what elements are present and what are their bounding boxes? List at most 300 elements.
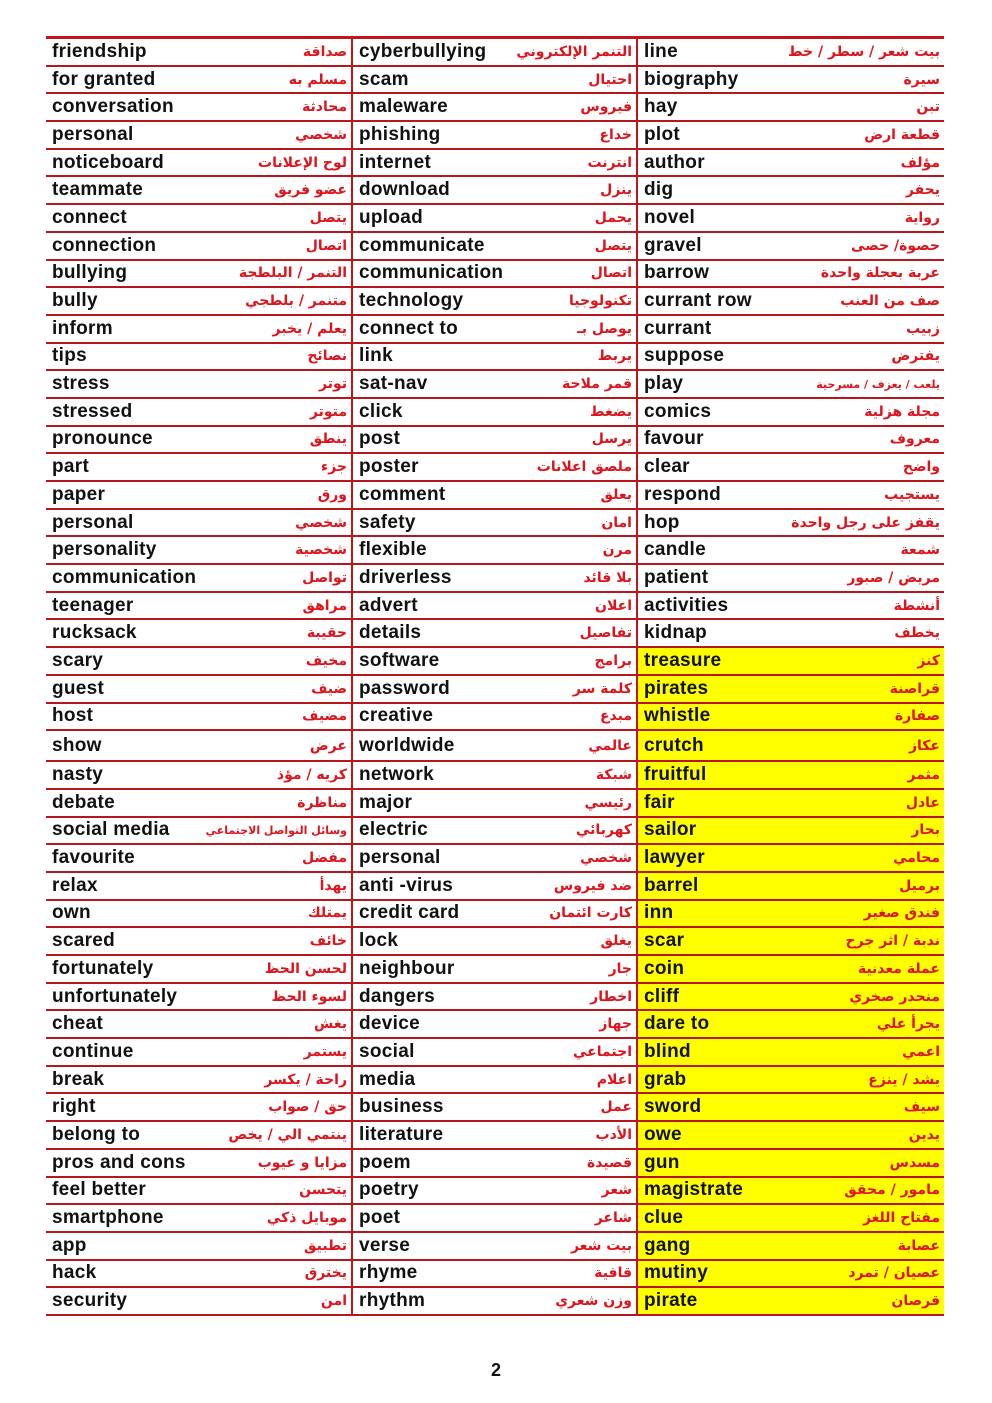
arabic-translation: مريض / صبور [847,569,940,586]
english-word: sword [644,1096,702,1118]
english-word: kidnap [644,622,708,644]
arabic-translation: مفضل [301,850,347,867]
english-word: dare to [644,1013,710,1035]
arabic-translation: شخصية [295,542,347,559]
arabic-translation: يمتلك [307,905,347,922]
arabic-translation: مفتاح اللغز [862,1210,940,1227]
english-word: driverless [359,566,452,588]
arabic-translation: قرصان [891,1293,940,1310]
vocabulary-row [638,593,944,621]
arabic-translation: يقفز على رجل واحدة [791,514,940,531]
vocabulary-row [353,1039,636,1067]
vocabulary-row [46,1039,351,1067]
arabic-translation: يضغط [590,403,632,420]
vocabulary-row [638,233,944,261]
vocabulary-row [353,288,636,316]
vocabulary-row [353,731,636,762]
english-word: upload [359,206,424,228]
arabic-translation: ملصق اعلانات [536,459,632,476]
vocabulary-row [353,1288,636,1316]
vocabulary-row [353,399,636,427]
vocabulary-row [353,1205,636,1233]
arabic-translation: عملة معدنية [857,960,940,977]
english-word: details [359,622,422,644]
vocabulary-row [353,593,636,621]
vocabulary-row [46,510,351,538]
english-word: continue [52,1040,134,1062]
english-word: comment [359,483,446,505]
vocabulary-row [46,984,351,1012]
vocabulary-row [46,1288,351,1316]
vocabulary-row [638,316,944,344]
vocabulary-row [638,1067,944,1095]
english-word: poem [359,1151,411,1173]
arabic-translation: ينتمي الي / يخص [228,1126,347,1143]
english-word: own [52,902,91,924]
vocabulary-row [353,620,636,648]
arabic-translation: قراصنة [889,680,940,697]
vocabulary-row [46,1011,351,1039]
english-word: communicate [359,234,485,256]
arabic-translation: يخترق [304,1265,347,1282]
arabic-translation: سيرة [903,71,940,88]
vocabulary-row [638,1288,944,1316]
vocabulary-sheet [46,36,944,1316]
vocabulary-row [638,648,944,676]
vocabulary-row [353,371,636,399]
arabic-translation: وزن شعري [555,1293,632,1310]
english-word: currant [644,317,712,339]
english-word: social media [52,819,170,841]
english-word: crutch [644,734,704,756]
english-word: plot [644,123,681,145]
vocabulary-row [353,704,636,732]
english-word: owe [644,1123,682,1145]
english-word: author [644,151,705,173]
english-word: patient [644,566,709,588]
arabic-translation: يعلم / يخبر [272,320,347,337]
english-word: inform [52,317,113,339]
vocabulary-row [353,1261,636,1289]
arabic-translation: كهربائي [575,822,632,839]
arabic-translation: اتصال [305,237,347,254]
vocabulary-row [638,620,944,648]
arabic-translation: يتصل [309,209,347,226]
vocabulary-row [353,454,636,482]
vocabulary-row [353,956,636,984]
vocabulary-row [46,1178,351,1206]
arabic-translation: يتحسن [299,1182,347,1199]
arabic-translation: عضو فريق [274,182,347,199]
english-word: password [359,677,451,699]
arabic-translation: مزايا و عيوب [257,1154,347,1171]
vocabulary-row [46,1261,351,1289]
vocabulary-row [353,565,636,593]
english-word: paper [52,483,106,505]
english-word: phishing [359,123,441,145]
english-word: coin [644,957,685,979]
english-word: stress [52,373,110,395]
english-word: right [52,1096,96,1118]
english-word: clear [644,456,690,478]
english-word: poster [359,456,419,478]
vocabulary-row [353,818,636,846]
vocabulary-column-1 [46,39,353,1316]
vocabulary-row [353,676,636,704]
english-word: show [52,734,102,756]
arabic-translation: بلا قائد [583,569,632,586]
arabic-translation: لوح الإعلانات [258,154,347,171]
vocabulary-row [353,648,636,676]
vocabulary-row [638,676,944,704]
arabic-translation: لحسن الحظ [264,960,347,977]
vocabulary-row [638,873,944,901]
english-word: dig [644,179,674,201]
english-word: scary [52,649,104,671]
vocabulary-row [46,704,351,732]
vocabulary-row [638,928,944,956]
arabic-translation: خائف [309,933,347,950]
arabic-translation: كلمة سر [572,680,632,697]
english-word: lock [359,930,399,952]
english-word: poet [359,1207,401,1229]
english-word: scar [644,930,685,952]
arabic-translation: اتصال [590,265,632,282]
english-word: internet [359,151,432,173]
arabic-translation: يحفر [905,182,940,199]
arabic-translation: نصائح [307,348,347,365]
english-word: network [359,764,434,786]
english-word: sat-nav [359,373,428,395]
english-word: hop [644,511,680,533]
vocabulary-row [46,482,351,510]
english-word: rucksack [52,622,137,644]
arabic-translation: جار [608,960,632,977]
english-word: bullying [52,262,128,284]
arabic-translation: بحار [911,822,940,839]
english-word: credit card [359,902,460,924]
arabic-translation: شبكة [595,767,632,784]
arabic-translation: جهاز [599,1016,632,1033]
vocabulary-row [638,731,944,762]
arabic-translation: محادثة [302,99,347,116]
arabic-translation: اعمي [902,1043,940,1060]
arabic-translation: يعلق [600,486,632,503]
arabic-translation: رواية [904,209,940,226]
english-word: candle [644,539,706,561]
vocabulary-row [638,790,944,818]
vocabulary-row [638,845,944,873]
arabic-translation: راحة / يكسر [264,1071,347,1088]
arabic-translation: سيف [903,1099,940,1116]
arabic-translation: متنمر / بلطجي [245,293,347,310]
vocabulary-row [638,39,944,67]
english-word: suppose [644,345,725,367]
english-word: click [359,400,403,422]
english-word: inn [644,902,674,924]
vocabulary-row [638,984,944,1012]
arabic-translation: مراهق [302,597,347,614]
arabic-translation: يرسل [591,431,632,448]
english-word: safety [359,511,416,533]
english-word: stressed [52,400,133,422]
vocabulary-row [46,648,351,676]
arabic-translation: مؤلف [900,154,940,171]
english-word: lawyer [644,847,705,869]
english-word: communication [359,262,504,284]
vocabulary-row [638,1150,944,1178]
arabic-translation: ورق [317,486,347,503]
vocabulary-row [638,1205,944,1233]
vocabulary-row [46,818,351,846]
english-word: worldwide [359,734,455,756]
arabic-translation: زبيب [906,320,940,337]
arabic-translation: مثمر [907,767,940,784]
vocabulary-row [353,94,636,122]
arabic-translation: التنمر الإلكتروني [516,43,632,60]
vocabulary-row [353,873,636,901]
vocabulary-row [353,67,636,95]
arabic-translation: شخصي [580,850,632,867]
arabic-translation: شمعة [900,542,940,559]
arabic-translation: عصيان / تمرد [848,1265,940,1282]
vocabulary-row [46,39,351,67]
page-number: 2 [490,1360,501,1380]
english-word: grab [644,1068,687,1090]
arabic-translation: ينطق [309,431,347,448]
arabic-translation: مسدس [889,1154,940,1171]
english-word: software [359,649,440,671]
english-word: pros and cons [52,1151,186,1173]
vocabulary-row [638,1233,944,1261]
arabic-translation: معروف [889,431,940,448]
arabic-translation: اعلام [596,1071,632,1088]
arabic-translation: مناظرة [297,794,347,811]
arabic-translation: تطبيق [304,1237,347,1254]
arabic-translation: ضد فيروس [553,877,632,894]
vocabulary-row [638,1261,944,1289]
english-word: sailor [644,819,697,841]
vocabulary-row [638,177,944,205]
arabic-translation: صف من العنب [840,293,940,310]
vocabulary-row [353,984,636,1012]
arabic-translation: شخصي [295,514,347,531]
english-word: neighbour [359,957,455,979]
arabic-translation: يغلق [600,933,632,950]
english-word: dangers [359,985,436,1007]
english-word: technology [359,290,464,312]
arabic-translation: قمر ملاحة [561,376,632,393]
vocabulary-row [46,288,351,316]
arabic-translation: كارت ائتمان [549,905,632,922]
arabic-translation: شخصي [295,126,347,143]
english-word: favour [644,428,704,450]
arabic-translation: برميل [899,877,940,894]
english-word: maleware [359,96,449,118]
english-word: scam [359,68,409,90]
english-word: nasty [52,764,104,786]
english-word: rhyme [359,1262,418,1284]
english-word: cliff [644,985,680,1007]
arabic-translation: اجتماعي [573,1043,632,1060]
english-word: pirates [644,677,709,699]
arabic-translation: حقيبة [306,625,347,642]
vocabulary-row [353,928,636,956]
vocabulary-row [638,427,944,455]
vocabulary-row [638,288,944,316]
english-word: biography [644,68,739,90]
arabic-translation: التنمر / البلطجة [238,265,347,282]
english-word: barrow [644,262,710,284]
english-word: friendship [52,40,147,62]
arabic-translation: مجلة هزلية [864,403,940,420]
english-word: personality [52,539,157,561]
english-word: post [359,428,401,450]
arabic-translation: يجرأ علي [876,1016,940,1033]
vocabulary-row [638,1178,944,1206]
english-word: business [359,1096,444,1118]
vocabulary-row [46,371,351,399]
vocabulary-row [353,1067,636,1095]
arabic-translation: مرن [602,542,632,559]
english-word: advert [359,594,418,616]
english-word: respond [644,483,722,505]
arabic-translation: فندق صغير [863,905,940,922]
vocabulary-row [46,205,351,233]
arabic-translation: منحدر صخري [849,988,940,1005]
vocabulary-row [46,344,351,372]
vocabulary-row [638,94,944,122]
vocabulary-row [46,1094,351,1122]
arabic-translation: توتر [319,376,347,393]
english-word: conversation [52,96,174,118]
vocabulary-row [353,150,636,178]
vocabulary-row [46,399,351,427]
english-word: verse [359,1234,411,1256]
vocabulary-row [46,956,351,984]
vocabulary-row [46,537,351,565]
english-word: gang [644,1234,691,1256]
arabic-translation: أنشطة [893,597,940,614]
vocabulary-row [638,901,944,929]
vocabulary-row [638,150,944,178]
vocabulary-row [638,482,944,510]
vocabulary-row [353,901,636,929]
vocabulary-row [46,427,351,455]
arabic-translation: بيت شعر [570,1237,632,1254]
vocabulary-row [46,620,351,648]
english-word: scared [52,930,116,952]
vocabulary-row [638,956,944,984]
arabic-translation: كريه / مؤذ [276,767,347,784]
vocabulary-row [638,67,944,95]
vocabulary-row [46,122,351,150]
english-word: teammate [52,179,144,201]
arabic-translation: متوتر [309,403,347,420]
arabic-translation: برامج [594,652,632,669]
arabic-translation: يتصل [594,237,632,254]
english-word: personal [52,511,134,533]
vocabulary-row [353,1150,636,1178]
vocabulary-column-3 [638,39,944,1316]
english-word: app [52,1234,87,1256]
english-word: blind [644,1040,691,1062]
vocabulary-row [638,454,944,482]
arabic-translation: اعلان [595,597,632,614]
english-word: for granted [52,68,156,90]
arabic-translation: وسائل التواصل الاجتماعي [205,823,347,837]
arabic-translation: يفترض [891,348,940,365]
arabic-translation: عالمي [588,737,632,754]
vocabulary-row [46,1067,351,1095]
arabic-translation: ندبة / اثر جرح [845,933,940,950]
vocabulary-row [353,762,636,790]
english-word: flexible [359,539,427,561]
vocabulary-row [638,537,944,565]
vocabulary-row [353,790,636,818]
arabic-translation: يخطف [894,625,940,642]
arabic-translation: يدين [908,1126,940,1143]
english-word: unfortunately [52,985,178,1007]
english-word: debate [52,791,116,813]
arabic-translation: مبدع [599,708,632,725]
vocabulary-row [638,1094,944,1122]
vocabulary-row [46,873,351,901]
english-word: anti -virus [359,874,454,896]
english-word: cheat [52,1013,104,1035]
arabic-translation: يحمل [594,209,632,226]
arabic-translation: يلعب / يعزف / مسرحية [816,377,940,391]
vocabulary-column-2 [353,39,638,1316]
arabic-translation: شعر [601,1182,632,1199]
vocabulary-row [638,399,944,427]
english-word: favourite [52,847,135,869]
arabic-translation: خداع [599,126,632,143]
arabic-translation: مخيف [305,652,347,669]
arabic-translation: محامي [893,850,940,867]
arabic-translation: مضيف [302,708,347,725]
vocabulary-row [46,565,351,593]
vocabulary-row [638,510,944,538]
arabic-translation: مسلم به [288,71,347,88]
vocabulary-row [46,316,351,344]
vocabulary-row [353,205,636,233]
arabic-translation: صفارة [894,708,940,725]
arabic-translation: كنز [917,652,940,669]
arabic-translation: يربط [597,348,632,365]
vocabulary-row [46,676,351,704]
english-word: media [359,1068,416,1090]
english-word: noticeboard [52,151,165,173]
english-word: connect [52,206,127,228]
english-word: barrel [644,874,699,896]
arabic-translation: مامور / محقق [844,1182,940,1199]
english-word: bully [52,290,98,312]
english-word: social [359,1040,415,1062]
vocabulary-row [46,845,351,873]
vocabulary-row [46,454,351,482]
english-word: mutiny [644,1262,709,1284]
english-word: communication [52,566,197,588]
english-word: gun [644,1151,680,1173]
english-word: device [359,1013,420,1035]
english-word: relax [52,874,98,896]
vocabulary-row [638,205,944,233]
vocabulary-row [46,150,351,178]
english-word: connect to [359,317,459,339]
vocabulary-row [46,177,351,205]
vocabulary-row [46,1205,351,1233]
